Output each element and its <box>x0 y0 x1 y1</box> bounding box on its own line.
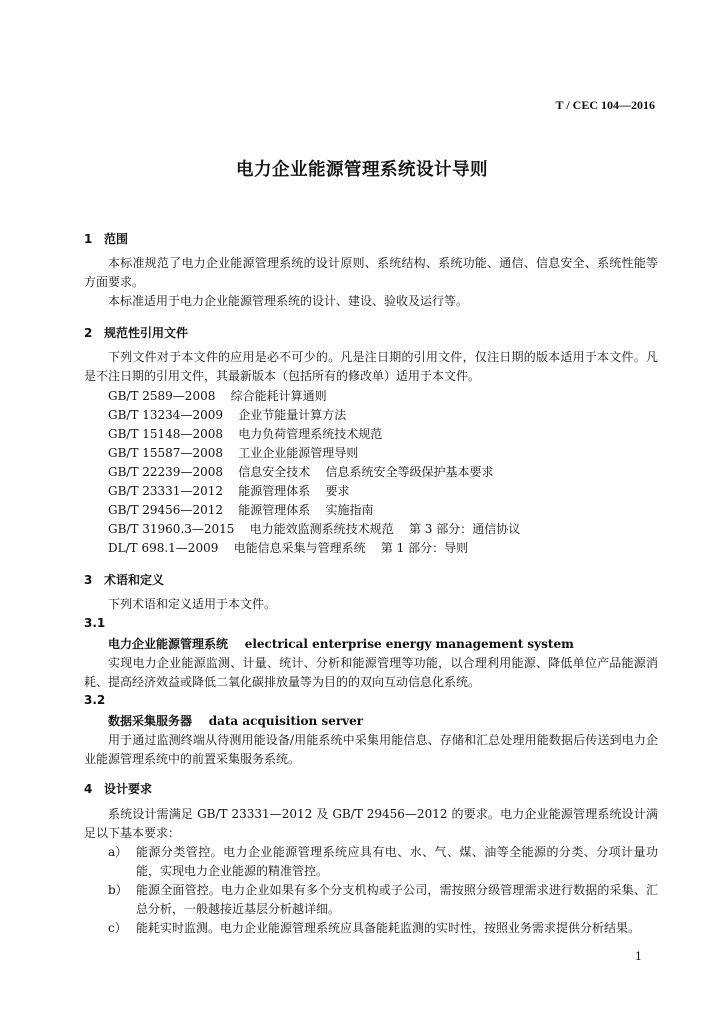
term-number: 3.1 <box>84 616 106 630</box>
section-3-intro: 下列术语和定义适用于本文件。 <box>108 597 277 611</box>
reference-item: GB/T 22239—2008 信息安全技术 信息系统安全等级保护基本要求 <box>108 465 494 479</box>
section-title: 规范性引用文件 <box>104 326 189 340</box>
section-3-heading <box>84 571 164 588</box>
term-definition: 用于通过监测终端从待测用能设备/用能系统中采集用能信息、存储和汇总处理用能数据后传送到电力企业能源管理系统中的前置采集服务系统。 <box>84 733 658 766</box>
section-1-paragraph-1: 本标准规范了电力企业能源管理系统的设计原则、系统结构、系统功能、通信、信息安全、系统性能等方面要求。 <box>84 256 658 289</box>
list-item-marker: c） <box>108 921 127 935</box>
reference-item: GB/T 31960.3—2015 电力能效监测系统技术规范 第 3 部分：通信协议 <box>108 522 521 536</box>
section-title: 范围 <box>104 232 129 246</box>
term-title: 电力企业能源管理系统 electrical enterprise energy management system <box>108 637 574 651</box>
section-title: 设计要求 <box>104 782 153 796</box>
standard-code: T / CEC 104—2016 <box>555 98 655 112</box>
list-item-text: 能源分类管控。电力企业能源管理系统应具有电、水、气、煤、油等全能源的分类、分项计量功能，实现电力企业能源的精准管控。 <box>136 845 658 878</box>
reference-item: GB/T 23331—2012 能源管理体系 要求 <box>108 484 350 498</box>
document-title: 电力企业能源管理系统设计导则 <box>236 160 488 180</box>
reference-item: GB/T 2589—2008 综合能耗计算通则 <box>108 389 327 403</box>
reference-item: GB/T 15148—2008 电力负荷管理系统技术规范 <box>108 427 383 441</box>
section-title: 术语和定义 <box>104 573 165 587</box>
reference-item: GB/T 15587—2008 工业企业能源管理导则 <box>108 446 359 460</box>
section-number: 4 <box>84 782 93 796</box>
term-definition: 实现电力企业能源监测、计量、统计、分析和能源管理等功能，以合理利用能源、降低单位产品能源消耗、提高经济效益或降低二氧化碳排放量等为目的的双向互动信息化系统。 <box>84 656 658 689</box>
reference-item: GB/T 13234—2009 企业节能量计算方法 <box>108 408 347 422</box>
term-number: 3.2 <box>84 693 106 707</box>
reference-item: GB/T 29456—2012 能源管理体系 实施指南 <box>108 503 374 517</box>
section-2-intro: 下列文件对于本文件的应用是必不可少的。凡是注日期的引用文件，仅注日期的版本适用于本文件。凡是不注日期的引用文件，其最新版本（包括所有的修改单）适用于本文件。 <box>84 350 658 383</box>
section-4-intro: 系统设计需满足 GB/T 23331—2012 及 GB/T 29456—2012 的要求。电力企业能源管理系统设计满足以下基本要求： <box>84 807 658 840</box>
reference-item: DL/T 698.1—2009 电能信息采集与管理系统 第 1 部分：导则 <box>108 541 469 555</box>
page-number: 1 <box>635 950 642 963</box>
section-1-heading <box>84 230 128 247</box>
section-4-heading <box>84 780 152 797</box>
section-2-heading <box>84 324 188 341</box>
list-item-text: 能源全面管控。电力企业如果有多个分支机构或子公司，需按照分级管理需求进行数据的采集、汇总分析，一般越接近基层分析越详细。 <box>136 883 658 916</box>
list-item-marker: b） <box>108 883 128 897</box>
list-item-text: 能耗实时监测。电力企业能源管理系统应具备能耗监测的实时性，按照业务需求提供分析结果。 <box>136 921 641 935</box>
term-title: 数据采集服务器 data acquisition server <box>108 714 364 728</box>
section-number: 2 <box>84 326 93 340</box>
section-number: 3 <box>84 573 93 587</box>
list-item-marker: a） <box>108 845 128 859</box>
section-1-paragraph-2: 本标准适用于电力企业能源管理系统的设计、建设、验收及运行等。 <box>108 294 469 308</box>
section-number: 1 <box>84 232 93 246</box>
